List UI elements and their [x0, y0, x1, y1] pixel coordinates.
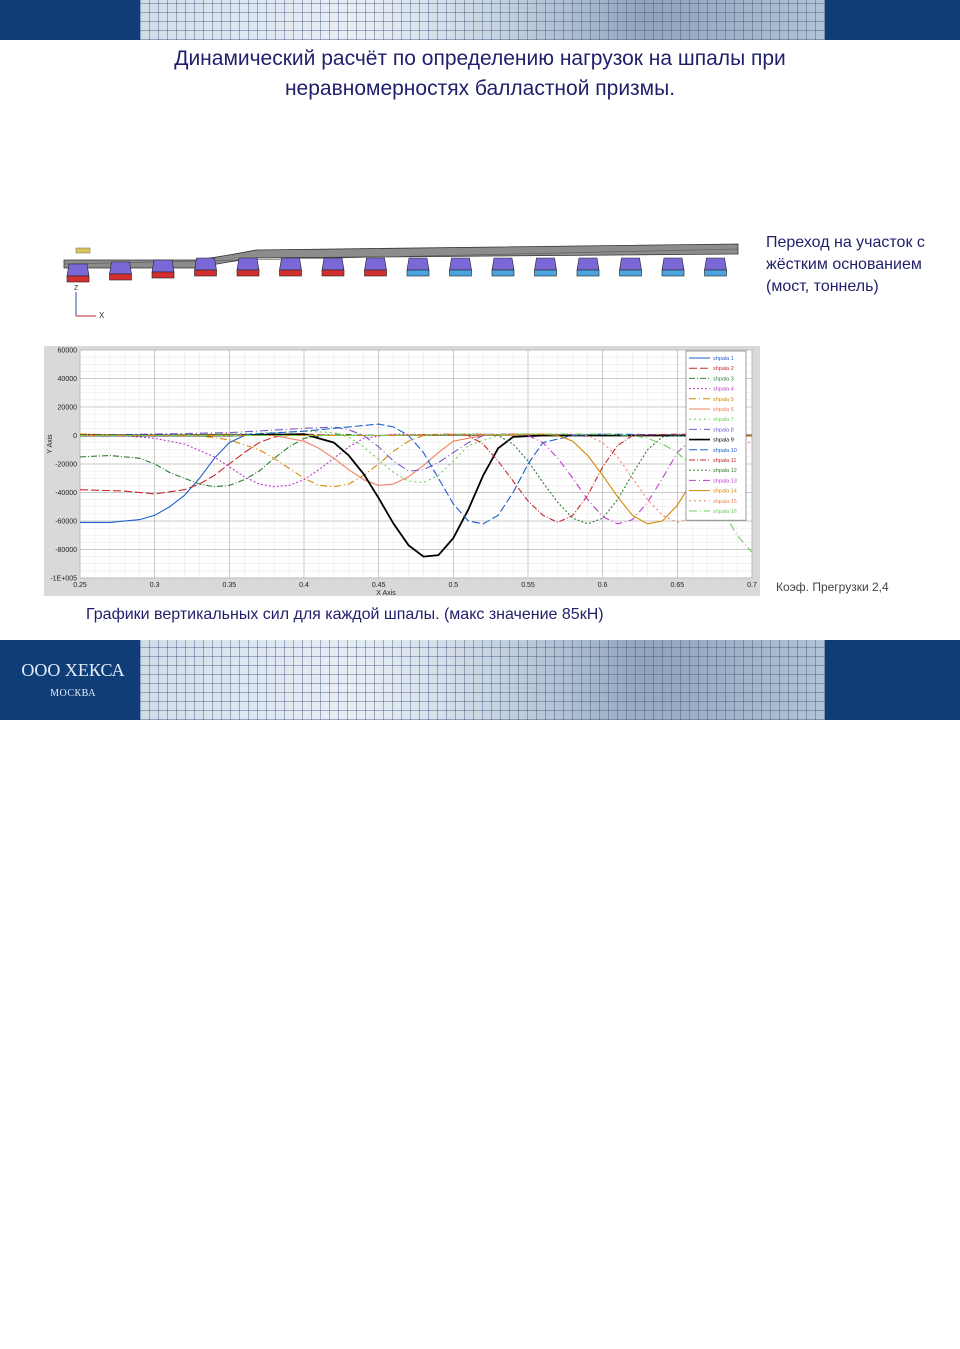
- sleeper: [450, 258, 472, 276]
- legend-label: shpala 1: [713, 356, 734, 362]
- sleeper-base: [407, 270, 429, 276]
- x-tick-label: 0.7: [747, 582, 757, 589]
- sleeper-body: [577, 258, 599, 270]
- sleeper-body: [280, 258, 302, 270]
- sleeper-body: [152, 260, 174, 272]
- sleeper-base: [195, 270, 217, 276]
- x-tick-label: 0.65: [670, 582, 685, 589]
- coordinate-axes: [74, 285, 105, 320]
- legend-label: shpala 14: [713, 488, 737, 495]
- sleeper-body: [407, 258, 429, 270]
- y-tick-label: -20000: [55, 461, 77, 469]
- company-city: МОСКВА: [50, 688, 96, 699]
- sleeper: [322, 258, 344, 276]
- x-tick-label: 0.5: [448, 582, 459, 589]
- sleeper: [152, 260, 174, 278]
- y-tick-label: -80000: [55, 547, 77, 554]
- sleeper-base: [110, 274, 132, 280]
- legend-label: shpala 3: [713, 376, 734, 383]
- legend-label: shpala 12: [713, 468, 737, 475]
- track-model-diagram: [56, 240, 746, 322]
- legend-label: shpala 15: [713, 498, 737, 505]
- legend-label: shpala 10: [713, 447, 737, 454]
- sleeper-body: [450, 258, 472, 270]
- legend-label: shpala 5: [713, 396, 734, 403]
- y-tick-label: 60000: [57, 347, 77, 355]
- sleeper-base: [365, 270, 387, 276]
- sleeper: [492, 258, 514, 276]
- legend-label: shpala 6: [713, 407, 734, 413]
- y-axis-title: Y Axis: [47, 434, 54, 454]
- y-tick-label: -60000: [55, 518, 77, 526]
- sleeper-base: [492, 270, 514, 276]
- sleeper-body: [620, 258, 642, 270]
- sleeper: [237, 258, 259, 276]
- overload-factor-note: Коэф. Прегрузки 2,4: [776, 580, 889, 594]
- legend-label: shpala 9: [713, 437, 734, 444]
- y-tick-label: 0: [73, 433, 77, 440]
- sleeper: [110, 262, 132, 280]
- sleeper: [407, 258, 429, 276]
- sleeper-body: [492, 258, 514, 270]
- y-tick-label: 40000: [57, 376, 77, 383]
- hexa-logo: [862, 1289, 922, 1349]
- sleeper-body: [365, 258, 387, 270]
- top-banner: [0, 0, 960, 40]
- y-tick-label: 20000: [57, 404, 77, 412]
- x-tick-label: 0.55: [521, 582, 535, 589]
- legend-label: shpala 4: [713, 386, 734, 393]
- x-axis-title: X Axis: [376, 590, 396, 597]
- sleeper: [195, 258, 217, 276]
- x-tick-label: 0.35: [222, 582, 237, 589]
- sleeper-base: [577, 270, 599, 276]
- sleeper-base: [152, 272, 174, 278]
- sleeper-base: [535, 270, 557, 276]
- sleeper: [577, 258, 599, 276]
- hexa-logo-text: HEXA: [871, 1331, 913, 1346]
- sleeper-body: [67, 264, 89, 276]
- legend-label: shpala 7: [713, 417, 734, 424]
- hexa-logo-emblem: [868, 1295, 916, 1329]
- sleeper: [662, 258, 684, 276]
- sleeper: [705, 258, 727, 276]
- x-tick-label: 0.6: [597, 582, 608, 589]
- sleeper: [67, 264, 89, 282]
- sleeper-body: [237, 258, 259, 270]
- sleeper: [365, 258, 387, 276]
- sleeper: [535, 258, 557, 276]
- x-tick-label: 0.25: [73, 582, 87, 589]
- transition-note: Переход на участок с жёстким основанием (мост, тоннель): [766, 234, 925, 295]
- sleeper: [620, 258, 642, 276]
- sleeper-base: [280, 270, 302, 276]
- sleeper: [280, 258, 302, 276]
- sleeper-body: [535, 258, 557, 270]
- sleeper-base: [67, 276, 89, 282]
- legend-label: shpala 8: [713, 427, 734, 434]
- sleeper-base: [322, 270, 344, 276]
- y-tick-label: -40000: [55, 490, 77, 497]
- sleeper-base: [450, 270, 472, 276]
- sleeper-base: [662, 270, 684, 276]
- legend-label: shpala 2: [713, 366, 734, 373]
- legend-label: shpala 16: [713, 509, 737, 515]
- chart-caption: Графики вертикальных сил для каждой шпалы. (макс значение 85кН): [86, 606, 604, 623]
- sleeper-base: [237, 270, 259, 276]
- banner-mesh-image: [140, 0, 825, 40]
- sleeper-body: [322, 258, 344, 270]
- company-name: ООО ХЕКСА: [21, 660, 125, 680]
- sleeper-base: [620, 270, 642, 276]
- x-tick-label: 0.45: [371, 582, 386, 589]
- footer-mesh-image: [140, 640, 825, 720]
- legend-label: shpala 11: [713, 458, 737, 464]
- legend-label: shpala 13: [713, 478, 737, 485]
- sleeper-body: [195, 258, 217, 270]
- x-tick-label: 0.3: [149, 582, 160, 589]
- sleeper-force-chart: [44, 346, 760, 596]
- sleeper-body: [705, 258, 727, 270]
- x-tick-label: 0.4: [299, 582, 309, 589]
- wheel-load-marker: [76, 248, 90, 253]
- footer-banner: [0, 640, 960, 1346]
- sleeper-base: [705, 270, 727, 276]
- sleeper-body: [110, 262, 132, 274]
- z-axis-label: Z: [74, 285, 79, 292]
- x-axis-label: X: [99, 311, 105, 320]
- slide-title: Динамический расчёт по определению нагрузок на шпалы при неравномерностях балластной призмы.: [174, 47, 786, 100]
- sleeper-body: [662, 258, 684, 270]
- y-tick-label: -1E+005: [50, 575, 77, 583]
